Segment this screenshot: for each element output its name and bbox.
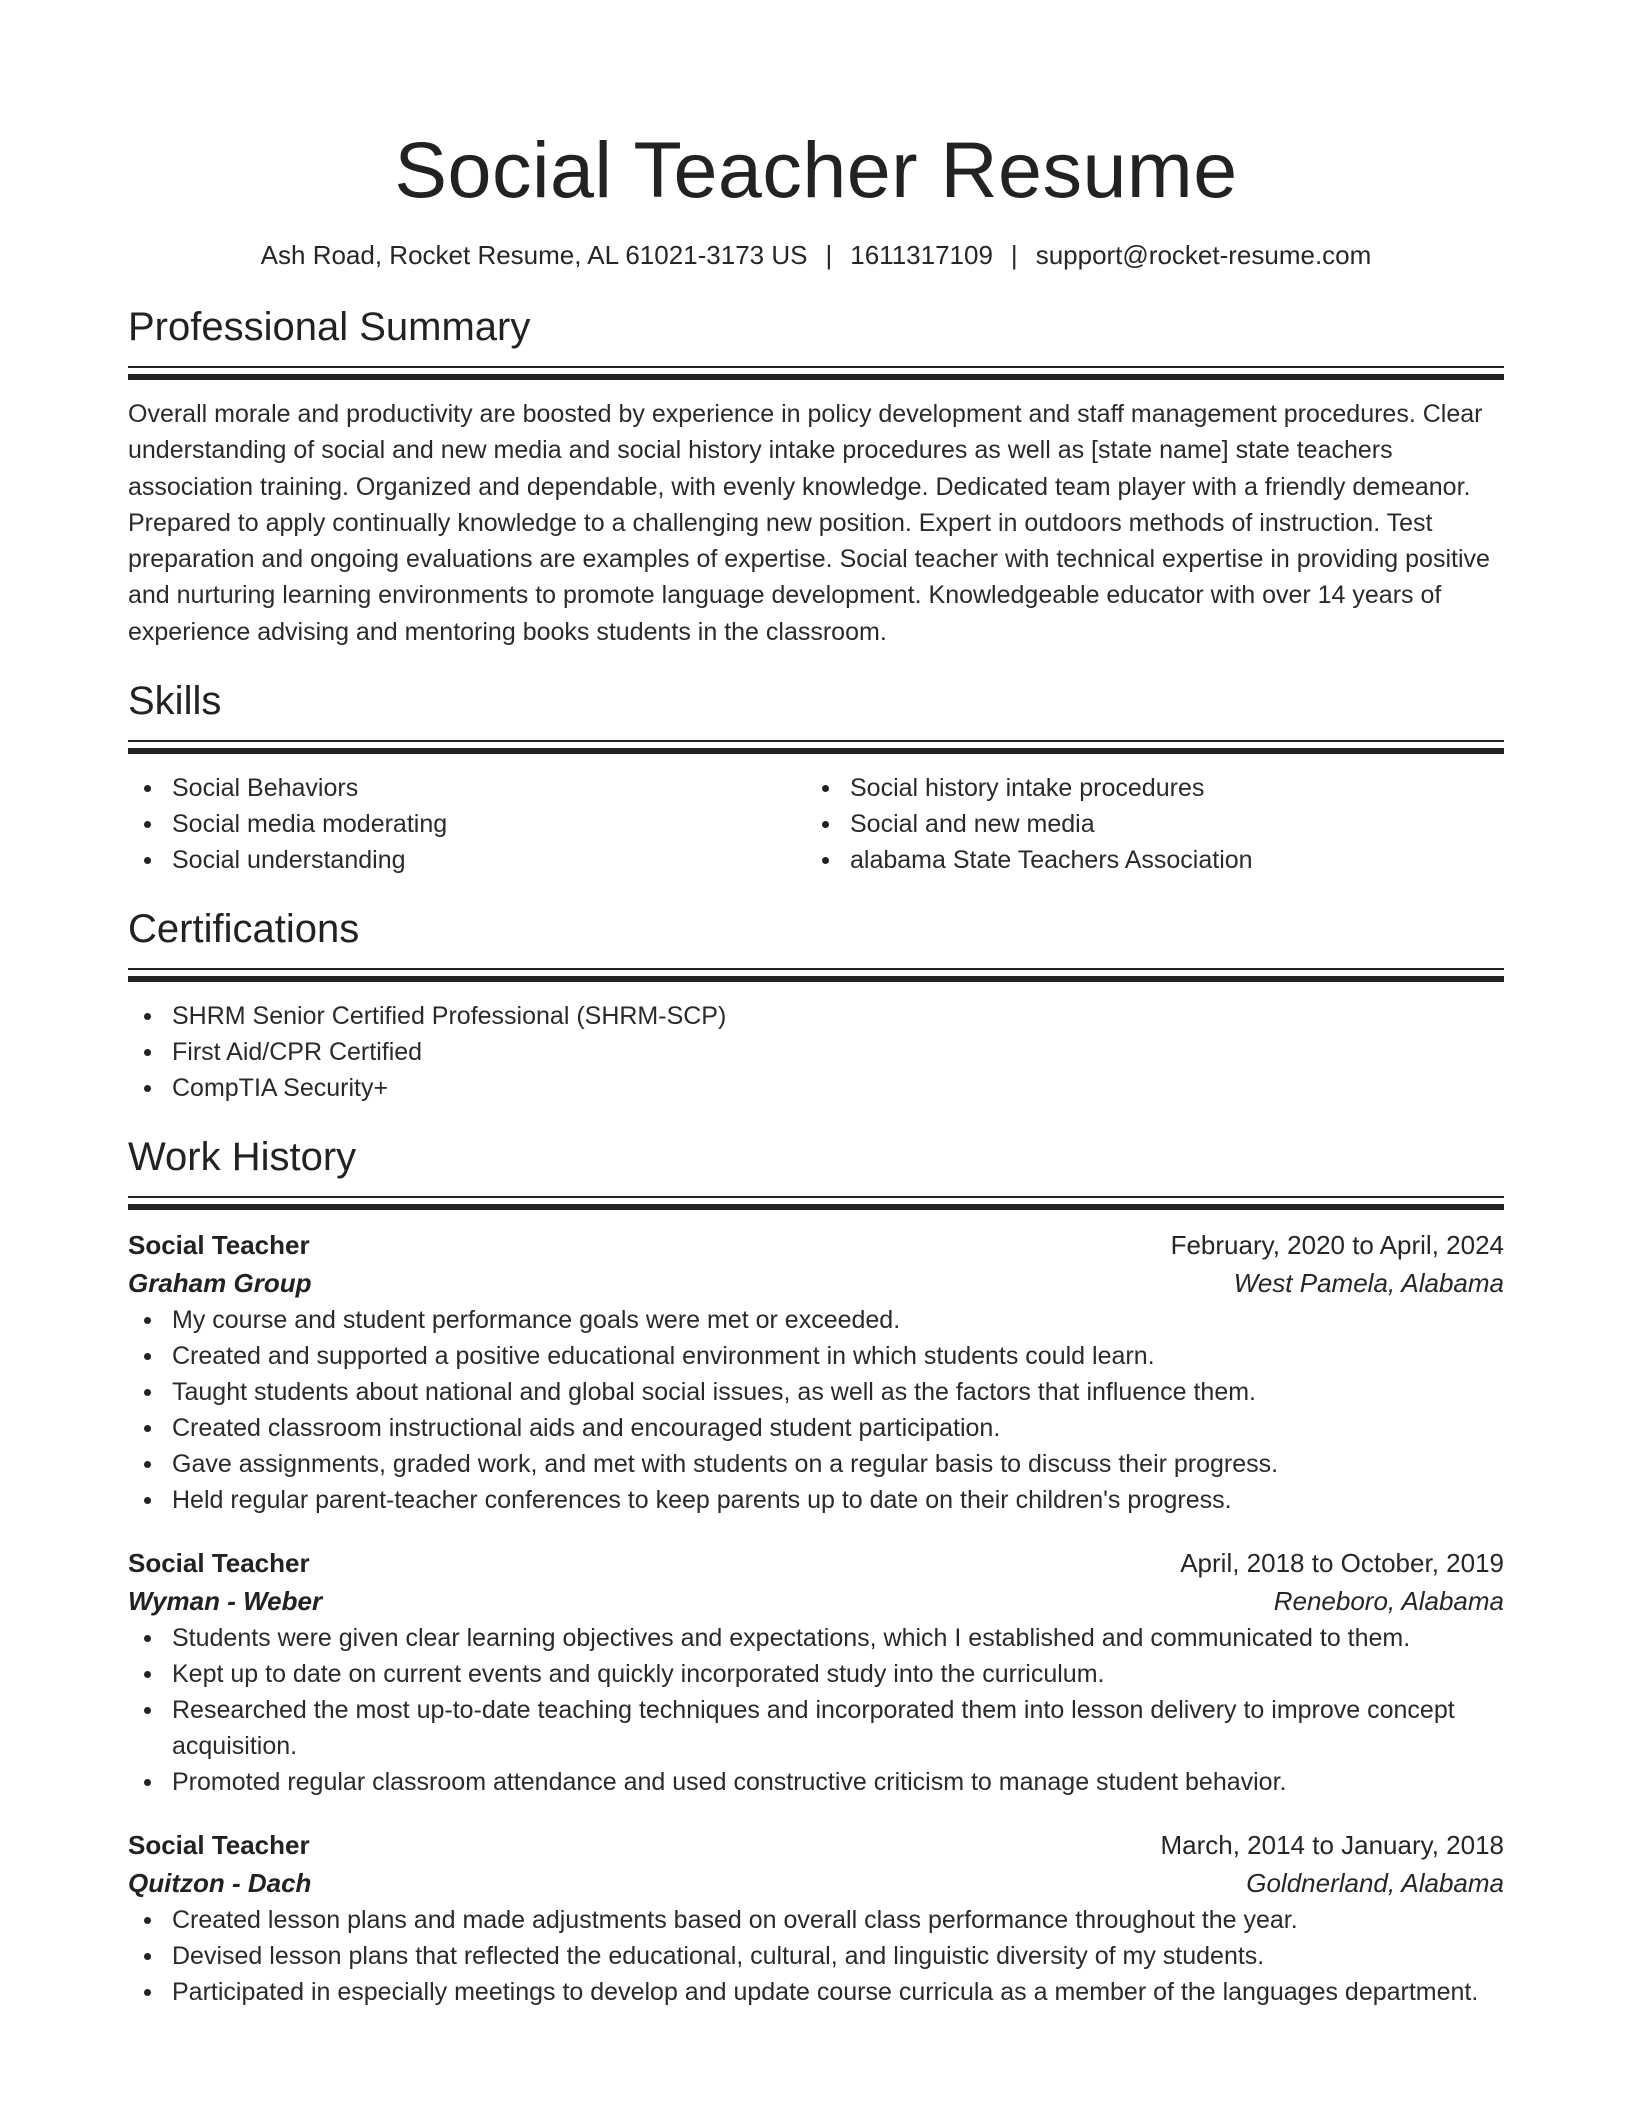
job-subheader bbox=[128, 1864, 1504, 1902]
job-subheader bbox=[128, 1264, 1504, 1302]
job-location: West Pamela, Alabama bbox=[1233, 1268, 1504, 1299]
job-bullet: Researched the most up-to-date teaching techniques and incorporated them into lesson delivery to improve concept acquisition. bbox=[128, 1692, 1504, 1764]
contact-line bbox=[128, 238, 1504, 272]
skills-section bbox=[128, 676, 1504, 878]
section-divider-thick bbox=[128, 1204, 1504, 1210]
section-divider-thick bbox=[128, 976, 1504, 982]
skill-item: Social history intake procedures bbox=[806, 770, 1484, 806]
job-location: Reneboro, Alabama bbox=[1273, 1586, 1504, 1617]
job-bullet: Participated in especially meetings to develop and update course curricula as a member of the languages department. bbox=[128, 1974, 1504, 2010]
skill-item: Social media moderating bbox=[128, 806, 806, 842]
section-divider-thick bbox=[128, 748, 1504, 754]
skill-item: alabama State Teachers Association bbox=[806, 842, 1484, 878]
contact-separator: | bbox=[825, 240, 833, 270]
certification-item: SHRM Senior Certified Professional (SHRM-SCP) bbox=[128, 998, 1504, 1034]
skills-grid bbox=[128, 770, 1504, 878]
job-title: Social Teacher bbox=[128, 1830, 310, 1861]
job-header bbox=[128, 1226, 1504, 1264]
summary-section bbox=[128, 302, 1504, 650]
work-history-section bbox=[128, 1132, 1504, 2010]
job-subheader bbox=[128, 1582, 1504, 1620]
job-bullets bbox=[128, 1302, 1504, 1518]
job-company: Wyman - Weber bbox=[128, 1586, 323, 1617]
job-header bbox=[128, 1826, 1504, 1864]
section-heading-skills: Skills bbox=[128, 679, 222, 724]
job-entry bbox=[128, 1544, 1504, 1800]
job-bullet: Students were given clear learning objectives and expectations, which I established and communicated to them. bbox=[128, 1620, 1504, 1656]
job-bullets bbox=[128, 1620, 1504, 1800]
job-header bbox=[128, 1544, 1504, 1582]
job-company: Quitzon - Dach bbox=[128, 1868, 312, 1899]
section-divider bbox=[128, 740, 1504, 742]
job-title: Social Teacher bbox=[128, 1548, 310, 1579]
contact-separator: | bbox=[1010, 240, 1018, 270]
resume-page bbox=[128, 0, 1504, 2010]
job-bullets bbox=[128, 1902, 1504, 2010]
job-bullet: Created lesson plans and made adjustments based on overall class performance throughout the year. bbox=[128, 1902, 1504, 1938]
certifications-section bbox=[128, 904, 1504, 1106]
contact-email[interactable]: support@rocket-resume.com bbox=[1035, 240, 1372, 270]
section-divider bbox=[128, 968, 1504, 970]
job-bullet: Gave assignments, graded work, and met with students on a regular basis to discuss their progress. bbox=[128, 1446, 1504, 1482]
skills-list-right bbox=[806, 770, 1484, 878]
job-entry bbox=[128, 1226, 1504, 1518]
job-bullet: Kept up to date on current events and quickly incorporated study into the curriculum. bbox=[128, 1656, 1504, 1692]
contact-address: Ash Road, Rocket Resume, AL 61021-3173 US bbox=[260, 240, 808, 270]
section-heading-certifications: Certifications bbox=[128, 907, 360, 952]
job-entry bbox=[128, 1826, 1504, 2010]
job-location: Goldnerland, Alabama bbox=[1246, 1868, 1504, 1899]
section-heading-summary: Professional Summary bbox=[128, 305, 531, 349]
job-bullet: My course and student performance goals were met or exceeded. bbox=[128, 1302, 1504, 1338]
job-bullet: Devised lesson plans that reflected the educational, cultural, and linguistic diversity of my students. bbox=[128, 1938, 1504, 1974]
section-divider bbox=[128, 1196, 1504, 1198]
skill-item: Social Behaviors bbox=[128, 770, 806, 806]
job-company: Graham Group bbox=[128, 1268, 312, 1299]
job-dates: April, 2018 to October, 2019 bbox=[1180, 1548, 1504, 1579]
section-divider-thick bbox=[128, 374, 1504, 380]
section-divider bbox=[128, 366, 1504, 368]
summary-text: Overall morale and productivity are boosted by experience in policy development and staff management procedures. Clear understanding of social and new media and social history intake procedures as well as [state name] state teachers association training. Organized and dependable, with evenly knowledge. Dedicated team player with a friendly demeanor. Prepared to apply continually knowledge to a challenging new position. Expert in outdoors methods of instruction. Test preparation and ongoing evaluations are examples of expertise. Social teacher with technical expertise in providing positive and nurturing learning environments to promote language development. Knowledgeable educator with over 14 years of experience advising and mentoring books students in the classroom. bbox=[128, 400, 1490, 646]
certifications-list bbox=[128, 998, 1504, 1106]
contact-phone: 1611317109 bbox=[850, 240, 993, 270]
job-bullet: Promoted regular classroom attendance and used constructive criticism to manage student behavior. bbox=[128, 1764, 1504, 1800]
job-dates: February, 2020 to April, 2024 bbox=[1170, 1230, 1504, 1261]
certification-item: CompTIA Security+ bbox=[128, 1070, 1504, 1106]
certification-item: First Aid/CPR Certified bbox=[128, 1034, 1504, 1070]
job-bullet: Created classroom instructional aids and encouraged student participation. bbox=[128, 1410, 1504, 1446]
job-dates: March, 2014 to January, 2018 bbox=[1160, 1830, 1504, 1861]
job-bullet: Taught students about national and global social issues, as well as the factors that influence them. bbox=[128, 1374, 1504, 1410]
job-bullet: Held regular parent-teacher conferences to keep parents up to date on their children's progress. bbox=[128, 1482, 1504, 1518]
job-bullet: Created and supported a positive educational environment in which students could learn. bbox=[128, 1338, 1504, 1374]
skill-item: Social and new media bbox=[806, 806, 1484, 842]
resume-title: Social Teacher Resume bbox=[394, 125, 1238, 214]
section-heading-work-history: Work History bbox=[128, 1135, 357, 1180]
skills-list-left bbox=[128, 770, 806, 878]
skill-item: Social understanding bbox=[128, 842, 806, 878]
job-title: Social Teacher bbox=[128, 1230, 310, 1261]
